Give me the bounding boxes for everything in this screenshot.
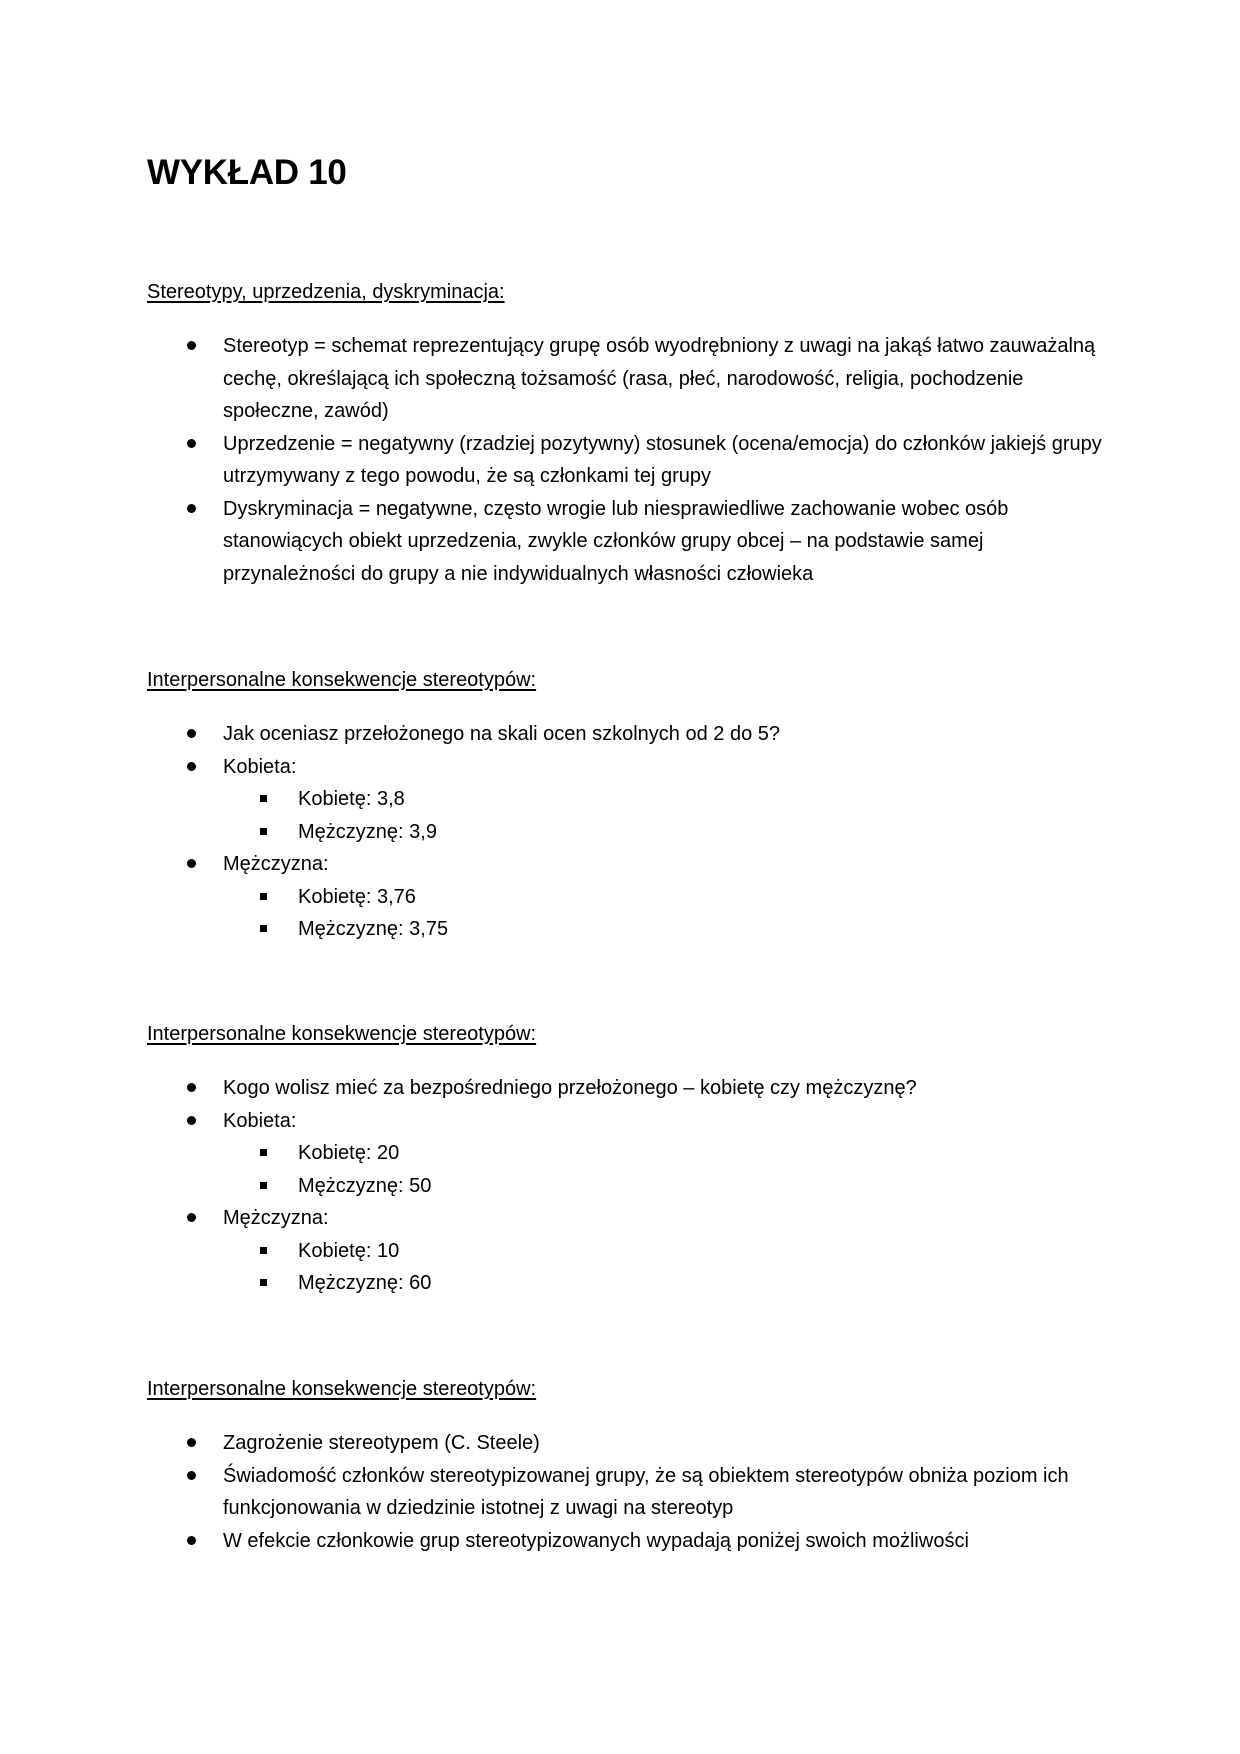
sublist (223, 881, 1107, 946)
square-bullet-icon (260, 1149, 267, 1156)
threat-list (147, 1427, 1107, 1557)
sublist-item: Kobietę: 20 (223, 1137, 1107, 1170)
sublist-item: Mężczyznę: 50 (223, 1170, 1107, 1203)
square-bullet-icon (260, 828, 267, 835)
section-heading: Interpersonalne konsekwencje stereotypów: (147, 669, 537, 691)
bullet-icon (187, 341, 196, 350)
bullet-icon (187, 859, 196, 868)
sublist-item: Mężczyznę: 60 (223, 1267, 1107, 1300)
list-item: Świadomość członków stereotypizowanej grupy, że są obiektem stereotypów obniża poziom ich funkcjonowania w dziedzinie istotnej z uwagi na stereotyp (147, 1460, 1107, 1525)
sublist-item: Mężczyznę: 3,9 (223, 816, 1107, 849)
page-title: WYKŁAD 10 (147, 153, 347, 192)
square-bullet-icon (260, 1247, 267, 1254)
square-bullet-icon (260, 893, 267, 900)
bullet-icon (187, 762, 196, 771)
sublist (223, 1137, 1107, 1202)
list-item: Uprzedzenie = negatywny (rzadziej pozytywny) stosunek (ocena/emocja) do członków jakiejś grupy utrzymywany z tego powodu, że są członkami tej grupy (147, 428, 1107, 493)
preference-list (147, 1072, 1107, 1300)
list-item: Kobieta: Kobietę: 3,8 Mężczyznę: 3,9 (147, 751, 1107, 849)
section-preference (147, 1018, 1107, 1300)
list-item: Jak oceniasz przełożonego na skali ocen szkolnych od 2 do 5? (147, 718, 1107, 751)
sublist-item: Kobietę: 10 (223, 1235, 1107, 1268)
bullet-icon (187, 1116, 196, 1125)
sublist (223, 1235, 1107, 1300)
list-item: Stereotyp = schemat reprezentujący grupę osób wyodrębniony z uwagi na jakąś łatwo zauważalną cechę, określającą ich społeczną tożsamość (rasa, płeć, narodowość, religia, pochodzenie społeczne, zawód) (147, 330, 1107, 428)
ratings-list (147, 718, 1107, 946)
definitions-list (147, 330, 1107, 590)
list-item: Kogo wolisz mieć za bezpośredniego przełożonego – kobietę czy mężczyznę? (147, 1072, 1107, 1105)
bullet-icon (187, 1438, 196, 1447)
bullet-icon (187, 439, 196, 448)
section-definitions (147, 276, 1107, 590)
list-item: Dyskryminacja = negatywne, często wrogie lub niesprawiedliwe zachowanie wobec osób stanowiących obiekt uprzedzenia, zwykle członków grupy obcej – na podstawie samej przynależności do grupy a nie indywidualnych własności człowieka (147, 493, 1107, 591)
section-stereotype-threat (147, 1373, 1107, 1557)
list-item: Kobieta: Kobietę: 20 Mężczyznę: 50 (147, 1105, 1107, 1203)
section-heading: Stereotypy, uprzedzenia, dyskryminacja: (147, 281, 505, 303)
bullet-icon (187, 1471, 196, 1480)
square-bullet-icon (260, 925, 267, 932)
section-ratings (147, 664, 1107, 946)
bullet-icon (187, 504, 196, 513)
square-bullet-icon (260, 1182, 267, 1189)
bullet-icon (187, 729, 196, 738)
bullet-icon (187, 1213, 196, 1222)
section-heading: Interpersonalne konsekwencje stereotypów: (147, 1378, 537, 1400)
sublist (223, 783, 1107, 848)
bullet-icon (187, 1083, 196, 1092)
sublist-item: Kobietę: 3,76 (223, 881, 1107, 914)
list-item: Zagrożenie stereotypem (C. Steele) (147, 1427, 1107, 1460)
square-bullet-icon (260, 1279, 267, 1286)
sublist-item: Mężczyznę: 3,75 (223, 913, 1107, 946)
list-item: Mężczyzna: Kobietę: 10 Mężczyznę: 60 (147, 1202, 1107, 1300)
sublist-item: Kobietę: 3,8 (223, 783, 1107, 816)
bullet-icon (187, 1536, 196, 1545)
square-bullet-icon (260, 795, 267, 802)
list-item: Mężczyzna: Kobietę: 3,76 Mężczyznę: 3,75 (147, 848, 1107, 946)
list-item: W efekcie członkowie grup stereotypizowanych wypadają poniżej swoich możliwości (147, 1525, 1107, 1558)
section-heading: Interpersonalne konsekwencje stereotypów: (147, 1023, 537, 1045)
